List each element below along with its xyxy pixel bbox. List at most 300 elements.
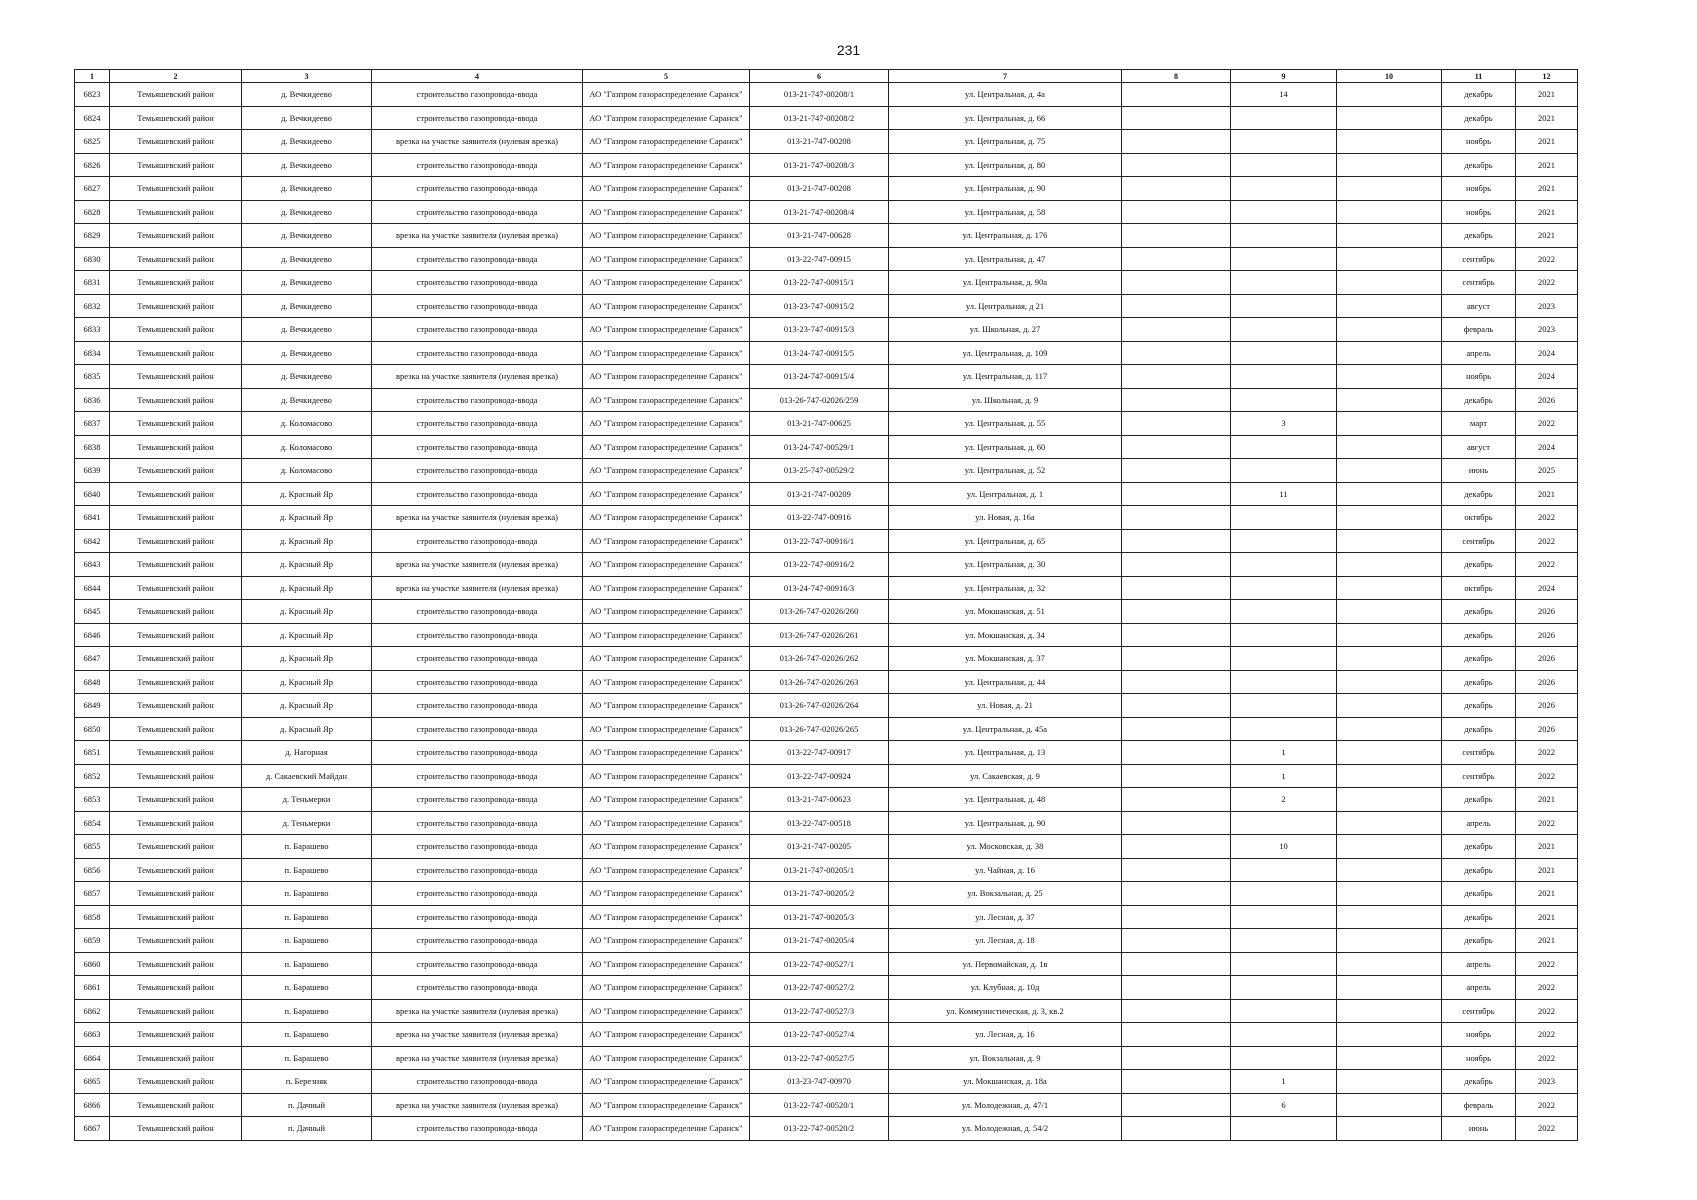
cell-col-organization: АО "Газпром газораспределение Саранск" [583,1093,750,1117]
cell-col-number: 6830 [75,247,110,271]
cell-col-settlement: д. Нагорная [242,741,372,765]
cell-col-application-id: 013-22-747-00527/4 [750,1023,889,1047]
table-row [75,177,1578,201]
cell-col-application-id: 013-22-747-00527/2 [750,976,889,1000]
cell-col-10 [1337,882,1442,906]
cell-col-organization: АО "Газпром газораспределение Саранск" [583,130,750,154]
cell-col-10 [1337,482,1442,506]
cell-col-10 [1337,952,1442,976]
cell-col-address: ул. Центральная, д. 117 [889,365,1122,389]
cell-col-number: 6825 [75,130,110,154]
cell-col-address: ул. Центральная, д. 1 [889,482,1122,506]
cell-col-organization: АО "Газпром газораспределение Саранск" [583,1023,750,1047]
cell-col-organization: АО "Газпром газораспределение Саранск" [583,412,750,436]
cell-col-settlement: д. Теньмерки [242,811,372,835]
cell-col-organization: АО "Газпром газораспределение Саранск" [583,1117,750,1141]
cell-col-8 [1122,788,1231,812]
cell-col-9 [1231,529,1337,553]
table-row [75,1046,1578,1070]
cell-col-address: ул. Клубная, д. 10д [889,976,1122,1000]
data-table [74,69,1578,1141]
cell-col-organization: АО "Газпром газораспределение Саранск" [583,341,750,365]
cell-col-number: 6841 [75,506,110,530]
cell-col-10 [1337,929,1442,953]
cell-col-8 [1122,999,1231,1023]
cell-col-address: ул. Вокзальная, д. 25 [889,882,1122,906]
cell-col-address: ул. Центральная, д. 80 [889,153,1122,177]
cell-col-8 [1122,506,1231,530]
table-row [75,694,1578,718]
cell-col-year: 2022 [1516,811,1578,835]
table-row [75,106,1578,130]
cell-col-number: 6824 [75,106,110,130]
cell-col-district: Темьяшевский район [110,929,242,953]
cell-col-settlement: п. Барашево [242,999,372,1023]
cell-col-8 [1122,224,1231,248]
cell-col-application-id: 013-24-747-00915/5 [750,341,889,365]
cell-col-work-type: строительство газопровода-ввода [372,83,583,107]
cell-col-8 [1122,952,1231,976]
cell-col-10 [1337,365,1442,389]
cell-col-9 [1231,976,1337,1000]
cell-col-district: Темьяшевский район [110,1023,242,1047]
cell-col-application-id: 013-22-747-00916 [750,506,889,530]
cell-col-district: Темьяшевский район [110,459,242,483]
cell-col-8 [1122,670,1231,694]
cell-col-work-type: строительство газопровода-ввода [372,435,583,459]
cell-col-number: 6839 [75,459,110,483]
header-col-8: 8 [1122,70,1231,83]
cell-col-8 [1122,459,1231,483]
cell-col-work-type: строительство газопровода-ввода [372,529,583,553]
cell-col-work-type: строительство газопровода-ввода [372,952,583,976]
cell-col-application-id: 013-21-747-00628 [750,224,889,248]
cell-col-number: 6863 [75,1023,110,1047]
cell-col-district: Темьяшевский район [110,647,242,671]
cell-col-address: ул. Молодежная, д. 54/2 [889,1117,1122,1141]
cell-col-settlement: д. Коломасово [242,412,372,436]
cell-col-organization: АО "Газпром газораспределение Саранск" [583,1070,750,1094]
cell-col-year: 2026 [1516,717,1578,741]
cell-col-10 [1337,741,1442,765]
cell-col-month: сентябрь [1442,529,1516,553]
cell-col-8 [1122,294,1231,318]
cell-col-number: 6861 [75,976,110,1000]
cell-col-number: 6857 [75,882,110,906]
cell-col-9 [1231,318,1337,342]
cell-col-application-id: 013-22-747-00527/3 [750,999,889,1023]
table-row [75,600,1578,624]
table-row [75,482,1578,506]
cell-col-application-id: 013-21-747-00205/2 [750,882,889,906]
cell-col-work-type: строительство газопровода-ввода [372,741,583,765]
cell-col-number: 6837 [75,412,110,436]
cell-col-number: 6828 [75,200,110,224]
cell-col-settlement: п. Барашево [242,929,372,953]
cell-col-settlement: д. Красный Яр [242,717,372,741]
table-row [75,999,1578,1023]
cell-col-address: ул. Вокзальная, д. 9 [889,1046,1122,1070]
cell-col-number: 6852 [75,764,110,788]
cell-col-organization: АО "Газпром газораспределение Саранск" [583,835,750,859]
cell-col-address: ул. Центральная, д. 52 [889,459,1122,483]
header-col-district: 2 [110,70,242,83]
cell-col-work-type: врезка на участке заявителя (нулевая врезка) [372,224,583,248]
cell-col-organization: АО "Газпром газораспределение Саранск" [583,224,750,248]
header-col-application-id: 6 [750,70,889,83]
cell-col-month: декабрь [1442,600,1516,624]
cell-col-8 [1122,365,1231,389]
cell-col-month: декабрь [1442,647,1516,671]
cell-col-district: Темьяшевский район [110,717,242,741]
cell-col-district: Темьяшевский район [110,788,242,812]
cell-col-8 [1122,553,1231,577]
cell-col-settlement: д. Теньмерки [242,788,372,812]
cell-col-10 [1337,318,1442,342]
cell-col-8 [1122,976,1231,1000]
cell-col-address: ул. Мокшанская, д. 37 [889,647,1122,671]
cell-col-district: Темьяшевский район [110,623,242,647]
table-row [75,341,1578,365]
cell-col-month: март [1442,412,1516,436]
cell-col-month: ноябрь [1442,177,1516,201]
cell-col-work-type: строительство газопровода-ввода [372,318,583,342]
cell-col-district: Темьяшевский район [110,506,242,530]
cell-col-district: Темьяшевский район [110,835,242,859]
cell-col-month: декабрь [1442,694,1516,718]
cell-col-9: 3 [1231,412,1337,436]
cell-col-organization: АО "Газпром газораспределение Саранск" [583,529,750,553]
cell-col-work-type: строительство газопровода-ввода [372,976,583,1000]
cell-col-number: 6867 [75,1117,110,1141]
cell-col-8 [1122,647,1231,671]
cell-col-10 [1337,412,1442,436]
cell-col-address: ул. Школьная, д. 9 [889,388,1122,412]
cell-col-organization: АО "Газпром газораспределение Саранск" [583,764,750,788]
cell-col-settlement: д. Красный Яр [242,482,372,506]
cell-col-work-type: врезка на участке заявителя (нулевая врезка) [372,999,583,1023]
header-col-9: 9 [1231,70,1337,83]
cell-col-address: ул. Центральная, д. 44 [889,670,1122,694]
cell-col-8 [1122,318,1231,342]
cell-col-settlement: д. Красный Яр [242,553,372,577]
table-row [75,412,1578,436]
cell-col-year: 2022 [1516,553,1578,577]
cell-col-year: 2022 [1516,1093,1578,1117]
cell-col-settlement: д. Вечкидеево [242,365,372,389]
cell-col-settlement: д. Вечкидеево [242,130,372,154]
cell-col-address: ул. Центральная, д. 4а [889,83,1122,107]
table-row [75,764,1578,788]
table-row [75,882,1578,906]
table-row [75,647,1578,671]
cell-col-year: 2021 [1516,130,1578,154]
cell-col-month: октябрь [1442,506,1516,530]
cell-col-9 [1231,1023,1337,1047]
cell-col-month: ноябрь [1442,365,1516,389]
cell-col-year: 2021 [1516,153,1578,177]
cell-col-district: Темьяшевский район [110,153,242,177]
cell-col-application-id: 013-21-747-00208 [750,130,889,154]
cell-col-10 [1337,153,1442,177]
cell-col-organization: АО "Газпром газораспределение Саранск" [583,976,750,1000]
cell-col-8 [1122,1117,1231,1141]
cell-col-10 [1337,529,1442,553]
cell-col-district: Темьяшевский район [110,388,242,412]
cell-col-month: апрель [1442,952,1516,976]
cell-col-number: 6835 [75,365,110,389]
cell-col-number: 6864 [75,1046,110,1070]
cell-col-year: 2022 [1516,1023,1578,1047]
table-row [75,952,1578,976]
cell-col-settlement: п. Барашево [242,835,372,859]
cell-col-number: 6832 [75,294,110,318]
cell-col-8 [1122,694,1231,718]
cell-col-settlement: д. Коломасово [242,435,372,459]
cell-col-year: 2021 [1516,835,1578,859]
cell-col-number: 6847 [75,647,110,671]
cell-col-organization: АО "Газпром газораспределение Саранск" [583,435,750,459]
cell-col-number: 6842 [75,529,110,553]
cell-col-8 [1122,130,1231,154]
cell-col-settlement: п. Дачный [242,1117,372,1141]
cell-col-settlement: д. Красный Яр [242,576,372,600]
cell-col-address: ул. Центральная, д. 45а [889,717,1122,741]
cell-col-application-id: 013-22-747-00527/1 [750,952,889,976]
cell-col-address: ул. Центральная, д. 109 [889,341,1122,365]
cell-col-10 [1337,788,1442,812]
cell-col-work-type: строительство газопровода-ввода [372,929,583,953]
cell-col-organization: АО "Газпром газораспределение Саранск" [583,553,750,577]
cell-col-application-id: 013-21-747-00208/2 [750,106,889,130]
table-row [75,529,1578,553]
cell-col-month: август [1442,294,1516,318]
cell-col-month: сентябрь [1442,741,1516,765]
cell-col-9: 1 [1231,741,1337,765]
cell-col-application-id: 013-24-747-00529/1 [750,435,889,459]
cell-col-work-type: строительство газопровода-ввода [372,294,583,318]
cell-col-organization: АО "Газпром газораспределение Саранск" [583,177,750,201]
cell-col-9 [1231,506,1337,530]
cell-col-organization: АО "Газпром газораспределение Саранск" [583,952,750,976]
cell-col-9 [1231,271,1337,295]
table-row [75,271,1578,295]
cell-col-organization: АО "Газпром газораспределение Саранск" [583,882,750,906]
cell-col-organization: АО "Газпром газораспределение Саранск" [583,388,750,412]
cell-col-month: ноябрь [1442,200,1516,224]
table-row [75,576,1578,600]
cell-col-application-id: 013-26-747-02026/265 [750,717,889,741]
cell-col-application-id: 013-21-747-00208/1 [750,83,889,107]
cell-col-10 [1337,976,1442,1000]
cell-col-settlement: п. Дачный [242,1093,372,1117]
cell-col-address: ул. Центральная, д. 32 [889,576,1122,600]
cell-col-district: Темьяшевский район [110,365,242,389]
table-row [75,224,1578,248]
table-row [75,200,1578,224]
cell-col-settlement: д. Вечкидеево [242,224,372,248]
cell-col-month: декабрь [1442,153,1516,177]
cell-col-application-id: 013-23-747-00915/3 [750,318,889,342]
cell-col-10 [1337,1117,1442,1141]
cell-col-work-type: врезка на участке заявителя (нулевая врезка) [372,1023,583,1047]
cell-col-number: 6855 [75,835,110,859]
cell-col-district: Темьяшевский район [110,600,242,624]
cell-col-9 [1231,247,1337,271]
cell-col-work-type: строительство газопровода-ввода [372,811,583,835]
cell-col-district: Темьяшевский район [110,882,242,906]
cell-col-district: Темьяшевский район [110,952,242,976]
cell-col-9 [1231,670,1337,694]
cell-col-work-type: строительство газопровода-ввода [372,670,583,694]
cell-col-work-type: строительство газопровода-ввода [372,247,583,271]
cell-col-month: апрель [1442,811,1516,835]
cell-col-number: 6860 [75,952,110,976]
cell-col-9 [1231,929,1337,953]
cell-col-settlement: д. Красный Яр [242,670,372,694]
cell-col-8 [1122,177,1231,201]
cell-col-month: декабрь [1442,388,1516,412]
cell-col-district: Темьяшевский район [110,83,242,107]
cell-col-month: апрель [1442,976,1516,1000]
cell-col-district: Темьяшевский район [110,130,242,154]
cell-col-month: декабрь [1442,905,1516,929]
cell-col-application-id: 013-21-747-00205/1 [750,858,889,882]
table-row [75,83,1578,107]
cell-col-9 [1231,294,1337,318]
cell-col-month: сентябрь [1442,271,1516,295]
header-col-number: 1 [75,70,110,83]
cell-col-work-type: строительство газопровода-ввода [372,882,583,906]
cell-col-10 [1337,905,1442,929]
cell-col-9 [1231,153,1337,177]
cell-col-8 [1122,153,1231,177]
cell-col-work-type: строительство газопровода-ввода [372,459,583,483]
cell-col-year: 2026 [1516,694,1578,718]
cell-col-application-id: 013-22-747-00917 [750,741,889,765]
cell-col-month: декабрь [1442,482,1516,506]
cell-col-district: Темьяшевский район [110,224,242,248]
cell-col-number: 6836 [75,388,110,412]
table-row [75,553,1578,577]
header-col-work-type: 4 [372,70,583,83]
table-row [75,929,1578,953]
cell-col-work-type: врезка на участке заявителя (нулевая врезка) [372,553,583,577]
cell-col-address: ул. Молодежная, д. 47/1 [889,1093,1122,1117]
table-row [75,858,1578,882]
cell-col-organization: АО "Газпром газораспределение Саранск" [583,83,750,107]
cell-col-settlement: д. Красный Яр [242,529,372,553]
table-row [75,717,1578,741]
cell-col-month: декабрь [1442,224,1516,248]
cell-col-application-id: 013-22-747-00518 [750,811,889,835]
cell-col-9 [1231,200,1337,224]
cell-col-10 [1337,294,1442,318]
cell-col-10 [1337,623,1442,647]
cell-col-10 [1337,694,1442,718]
cell-col-9: 11 [1231,482,1337,506]
cell-col-application-id: 013-26-747-02026/263 [750,670,889,694]
cell-col-9 [1231,600,1337,624]
cell-col-10 [1337,459,1442,483]
cell-col-10 [1337,811,1442,835]
cell-col-9 [1231,882,1337,906]
cell-col-address: ул. Центральная, д. 75 [889,130,1122,154]
cell-col-month: ноябрь [1442,1046,1516,1070]
cell-col-district: Темьяшевский район [110,694,242,718]
cell-col-settlement: д. Красный Яр [242,623,372,647]
cell-col-address: ул. Центральная, д. 60 [889,435,1122,459]
cell-col-settlement: п. Барашево [242,1046,372,1070]
cell-col-settlement: д. Вечкидеево [242,271,372,295]
cell-col-number: 6838 [75,435,110,459]
cell-col-year: 2023 [1516,1070,1578,1094]
cell-col-organization: АО "Газпром газораспределение Саранск" [583,623,750,647]
cell-col-application-id: 013-21-747-00205 [750,835,889,859]
cell-col-year: 2022 [1516,1046,1578,1070]
cell-col-8 [1122,717,1231,741]
cell-col-application-id: 013-21-747-00205/4 [750,929,889,953]
cell-col-work-type: строительство газопровода-ввода [372,858,583,882]
cell-col-year: 2021 [1516,905,1578,929]
cell-col-8 [1122,341,1231,365]
cell-col-application-id: 013-21-747-00623 [750,788,889,812]
cell-col-9 [1231,341,1337,365]
cell-col-organization: АО "Газпром газораспределение Саранск" [583,1046,750,1070]
cell-col-month: декабрь [1442,929,1516,953]
table-row [75,435,1578,459]
cell-col-year: 2021 [1516,929,1578,953]
cell-col-settlement: д. Вечкидеево [242,388,372,412]
cell-col-8 [1122,482,1231,506]
cell-col-9 [1231,553,1337,577]
cell-col-organization: АО "Газпром газораспределение Саранск" [583,999,750,1023]
table-row [75,318,1578,342]
cell-col-district: Темьяшевский район [110,435,242,459]
cell-col-8 [1122,882,1231,906]
cell-col-work-type: строительство газопровода-ввода [372,788,583,812]
cell-col-organization: АО "Газпром газораспределение Саранск" [583,365,750,389]
cell-col-year: 2022 [1516,412,1578,436]
cell-col-number: 6849 [75,694,110,718]
table-row [75,623,1578,647]
cell-col-district: Темьяшевский район [110,999,242,1023]
cell-col-address: ул. Чайная, д. 16 [889,858,1122,882]
cell-col-9: 1 [1231,1070,1337,1094]
cell-col-organization: АО "Газпром газораспределение Саранск" [583,647,750,671]
cell-col-10 [1337,999,1442,1023]
cell-col-number: 6834 [75,341,110,365]
cell-col-district: Темьяшевский район [110,670,242,694]
cell-col-work-type: строительство газопровода-ввода [372,717,583,741]
cell-col-year: 2026 [1516,623,1578,647]
cell-col-10 [1337,764,1442,788]
table-row [75,835,1578,859]
cell-col-settlement: д. Красный Яр [242,506,372,530]
cell-col-application-id: 013-23-747-00915/2 [750,294,889,318]
cell-col-address: ул. Центральная, д. 30 [889,553,1122,577]
cell-col-application-id: 013-22-747-00916/1 [750,529,889,553]
cell-col-address: ул. Лесная, д. 18 [889,929,1122,953]
cell-col-settlement: д. Сакаевский Майдан [242,764,372,788]
cell-col-number: 6823 [75,83,110,107]
cell-col-8 [1122,435,1231,459]
cell-col-number: 6862 [75,999,110,1023]
cell-col-9 [1231,365,1337,389]
cell-col-9 [1231,459,1337,483]
cell-col-application-id: 013-22-747-00924 [750,764,889,788]
cell-col-application-id: 013-25-747-00529/2 [750,459,889,483]
